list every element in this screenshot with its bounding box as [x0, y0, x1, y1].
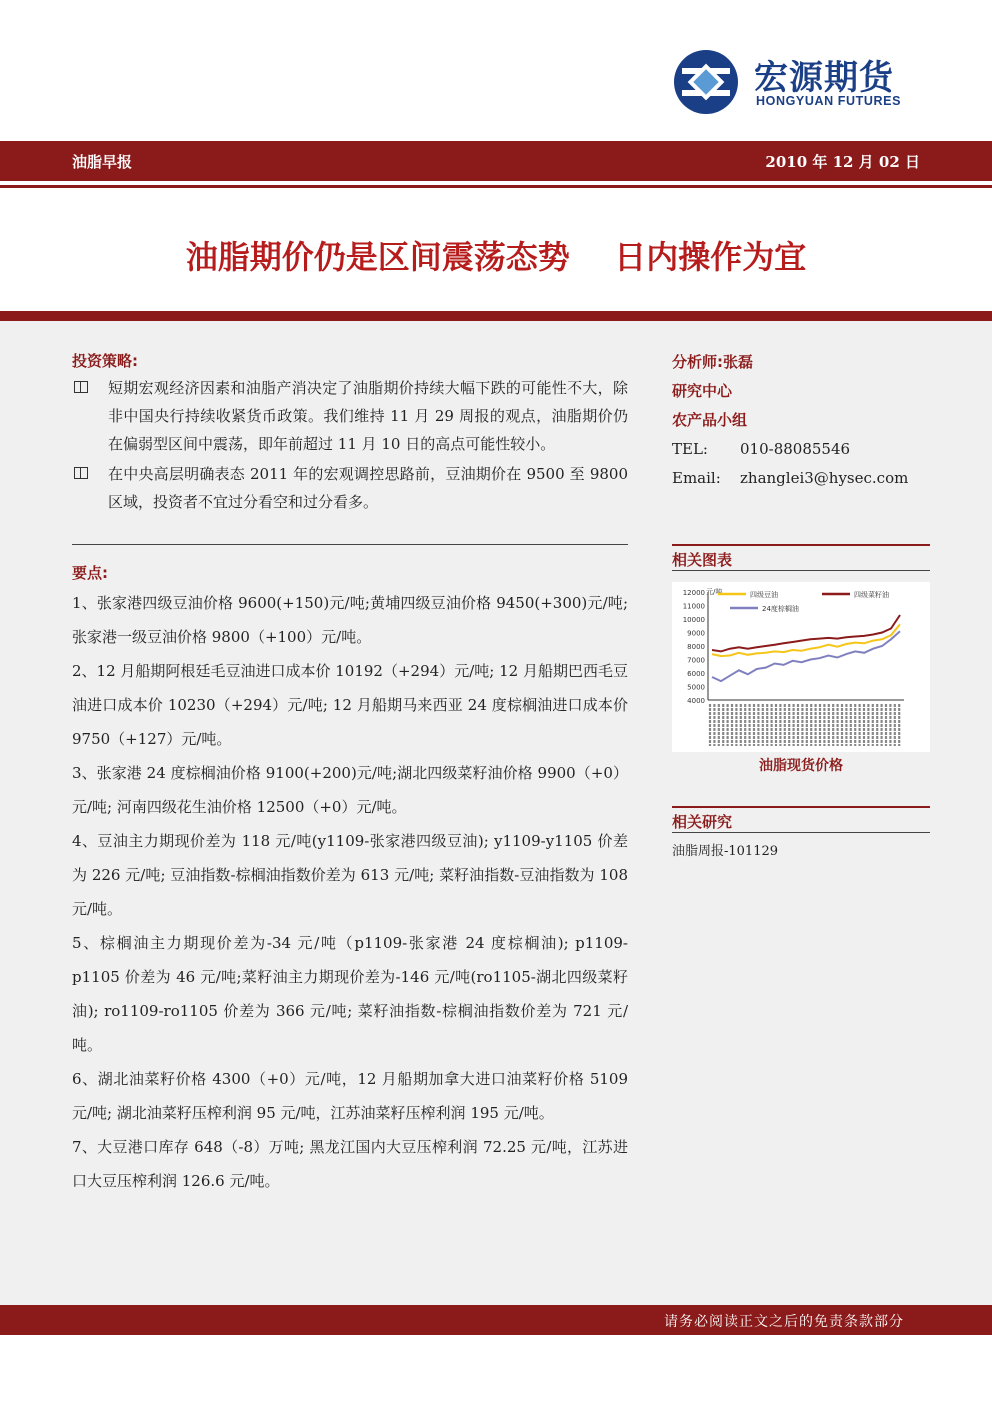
email-value[interactable]: zhanglei3@hysec.com: [740, 469, 909, 487]
y-tick-label: 5000: [687, 683, 705, 692]
company-logo: [672, 48, 922, 118]
tel-value: 010-88085546: [740, 440, 851, 458]
strategy-bullet: [72, 374, 628, 458]
section-divider: [72, 544, 628, 545]
header-divider: [0, 185, 992, 188]
related-chart-section: [672, 544, 930, 571]
email-row: [672, 464, 932, 493]
key-point: 3、张家港 24 度棕榈油价格 9100(+200)元/吨;湖北四级菜籽油价格 9900（+0）元/吨; 河南四级花生油价格 12500（+0）元/吨。: [72, 764, 628, 816]
y-tick-label: 8000: [687, 643, 705, 651]
key-points-list: [72, 586, 628, 1198]
email-label: Email:: [672, 469, 721, 487]
y-tick-label: 4000: [687, 697, 705, 705]
analyst-name: 分析师:张磊: [672, 353, 753, 371]
tel-label: TEL:: [672, 440, 708, 458]
related-research-heading: 相关研究: [672, 813, 733, 831]
strategy-list: [72, 374, 628, 518]
related-research-link[interactable]: 油脂周报-101129: [672, 844, 779, 859]
key-point: 5、棕榈油主力期现价差为-34 元/吨（p1109-张家港 24 度棕榈油); p1109-p1105 价差为 46 元/吨;菜籽油主力期现价差为-146 元/吨(ro1105-湖北四级菜籽油); ro1109-ro1105 价差为 366 元/吨; 菜籽油指数-棕榈油指数价差为 721 元/吨。: [72, 934, 628, 1054]
legend-label: 四级豆油: [750, 591, 778, 599]
y-tick-label: 12000: [682, 589, 705, 597]
book-icon: [74, 467, 88, 479]
y-tick-label: 10000: [682, 616, 705, 624]
y-unit-label: 元/吨: [706, 588, 723, 596]
book-icon: [74, 381, 88, 393]
title-band: [0, 311, 992, 321]
key-point: 7、大豆港口库存 648（-8）万吨; 黑龙江国内大豆压榨利润 72.25 元/吨，江苏进口大豆压榨利润 126.6 元/吨。: [72, 1138, 628, 1190]
page-title: 油脂期价仍是区间震荡态势 日内操作为宜: [185, 238, 807, 276]
legend-label: 24度棕榈油: [762, 605, 799, 613]
key-points-heading: 要点:: [72, 564, 108, 582]
tel-row: [672, 435, 932, 464]
strategy-bullet-text: 在中央高层明确表态 2011 年的宏观调控思路前，豆油期价在 9500 至 9800 区域，投资者不宜过分看空和过分看多。: [108, 465, 628, 511]
logo-name-en: HONGYUAN FUTURES: [756, 94, 902, 108]
legend-label: 四级菜籽油: [854, 591, 889, 599]
y-tick-label: 6000: [687, 670, 705, 678]
disclaimer-text: 请务必阅读正文之后的免责条款部分: [664, 1314, 904, 1330]
key-point: 6、湖北油菜籽价格 4300（+0）元/吨，12 月船期加拿大进口油菜籽价格 5109 元/吨; 湖北油菜籽压榨利润 95 元/吨，江苏油菜籽压榨利润 195 元/吨。: [72, 1070, 628, 1122]
strategy-bullet: [72, 460, 628, 516]
related-research-section: [672, 806, 930, 833]
chart-caption: 油脂现货价格: [759, 758, 843, 774]
chart-container: [672, 582, 930, 752]
related-research-header: [672, 806, 930, 833]
analyst-info: [672, 348, 932, 493]
header-bar: [0, 141, 992, 181]
related-chart-header: [672, 544, 930, 571]
report-date: 2010 年 12 月 02 日: [765, 153, 920, 171]
logo-emblem-icon: [674, 50, 738, 114]
y-tick-label: 7000: [687, 656, 705, 665]
strategy-heading: 投资策略:: [72, 352, 138, 370]
price-line-chart: [672, 582, 930, 752]
strategy-bullet-text: 短期宏观经济因素和油脂产消决定了油脂期价持续大幅下跌的可能性不大，除非中国央行持续收紧货币政策。我们维持 11 月 29 周报的观点，油脂期价仍在偏弱型区间中震荡，即年前超过 11 月 10 日的高点可能性较小。: [108, 379, 628, 453]
key-point: 2、12 月船期阿根廷毛豆油进口成本价 10192（+294）元/吨; 12 月船期巴西毛豆油进口成本价 10230（+294）元/吨; 12 月船期马来西亚 24 度棕榈油进口成本价 9750（+127）元/吨。: [72, 662, 628, 748]
related-chart-heading: 相关图表: [672, 551, 733, 569]
department: 研究中心: [672, 382, 733, 400]
report-type: 油脂早报: [72, 153, 133, 171]
logo-name-cn: 宏源期货: [754, 58, 894, 98]
group: 农产品小组: [672, 411, 748, 429]
key-point: 4、豆油主力期现价差为 118 元/吨(y1109-张家港四级豆油); y1109-y1105 价差为 226 元/吨; 豆油指数-棕榈油指数价差为 613 元/吨; 菜籽油指数-豆油指数为 108 元/吨。: [72, 832, 628, 918]
y-tick-label: 11000: [682, 602, 705, 611]
y-tick-label: 9000: [687, 629, 705, 638]
key-point: 1、张家港四级豆油价格 9600(+150)元/吨;黄埔四级豆油价格 9450(+300)元/吨; 张家港一级豆油价格 9800（+100）元/吨。: [72, 594, 628, 646]
